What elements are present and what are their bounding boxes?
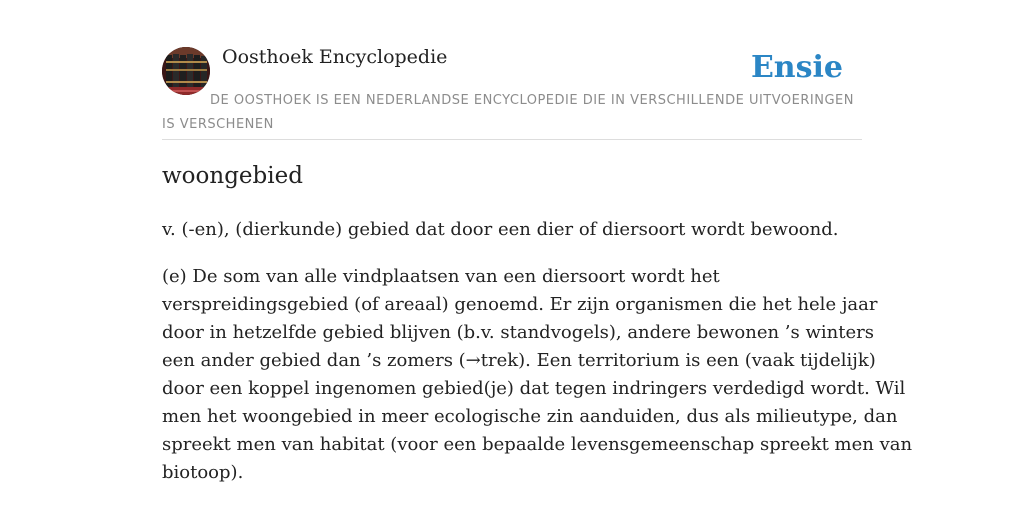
site-title[interactable]: Oosthoek Encyclopedie bbox=[222, 46, 448, 68]
avatar[interactable] bbox=[162, 47, 210, 95]
entry-definition: v. (-en), (dierkunde) gebied dat door een dier of diersoort wordt bewoond. bbox=[162, 219, 839, 240]
entry-body-line: verspreidingsgebied (of areaal) genoemd. Er zijn organismen die het hele jaar bbox=[162, 294, 878, 315]
entry-body bbox=[162, 263, 913, 487]
entry-headword: woongebied bbox=[162, 163, 303, 189]
entry-body-line: een ander gebied dan ’s zomers (→trek). Een territorium is een (vaak tijdelijk) bbox=[162, 350, 876, 371]
brand-logo[interactable]: Ensie bbox=[750, 50, 843, 85]
entry-body-line: spreekt men van habitat (voor een bepaalde levensgemeenschap spreekt men van bbox=[162, 434, 913, 455]
site-tagline: DE OOSTHOEK IS EEN NEDERLANDSE ENCYCLOPEDIE DIE IN VERSCHILLENDE UITVOERINGEN IS VERSCHENEN bbox=[162, 93, 854, 132]
entry-body-line: biotoop). bbox=[162, 462, 244, 483]
entry-body-line: door een koppel ingenomen gebied(je) dat tegen indringers verdedigd wordt. Wil bbox=[162, 378, 906, 399]
header-divider bbox=[162, 139, 862, 140]
entry-body-line: door in hetzelfde gebied blijven (b.v. standvogels), andere bewonen ’s winters bbox=[162, 322, 874, 343]
books-icon bbox=[162, 47, 210, 95]
entry-body-line: (e) De som van alle vindplaatsen van een diersoort wordt het bbox=[162, 266, 720, 287]
entry-body-line: men het woongebied in meer ecologische zin aanduiden, dus als milieutype, dan bbox=[162, 406, 898, 427]
